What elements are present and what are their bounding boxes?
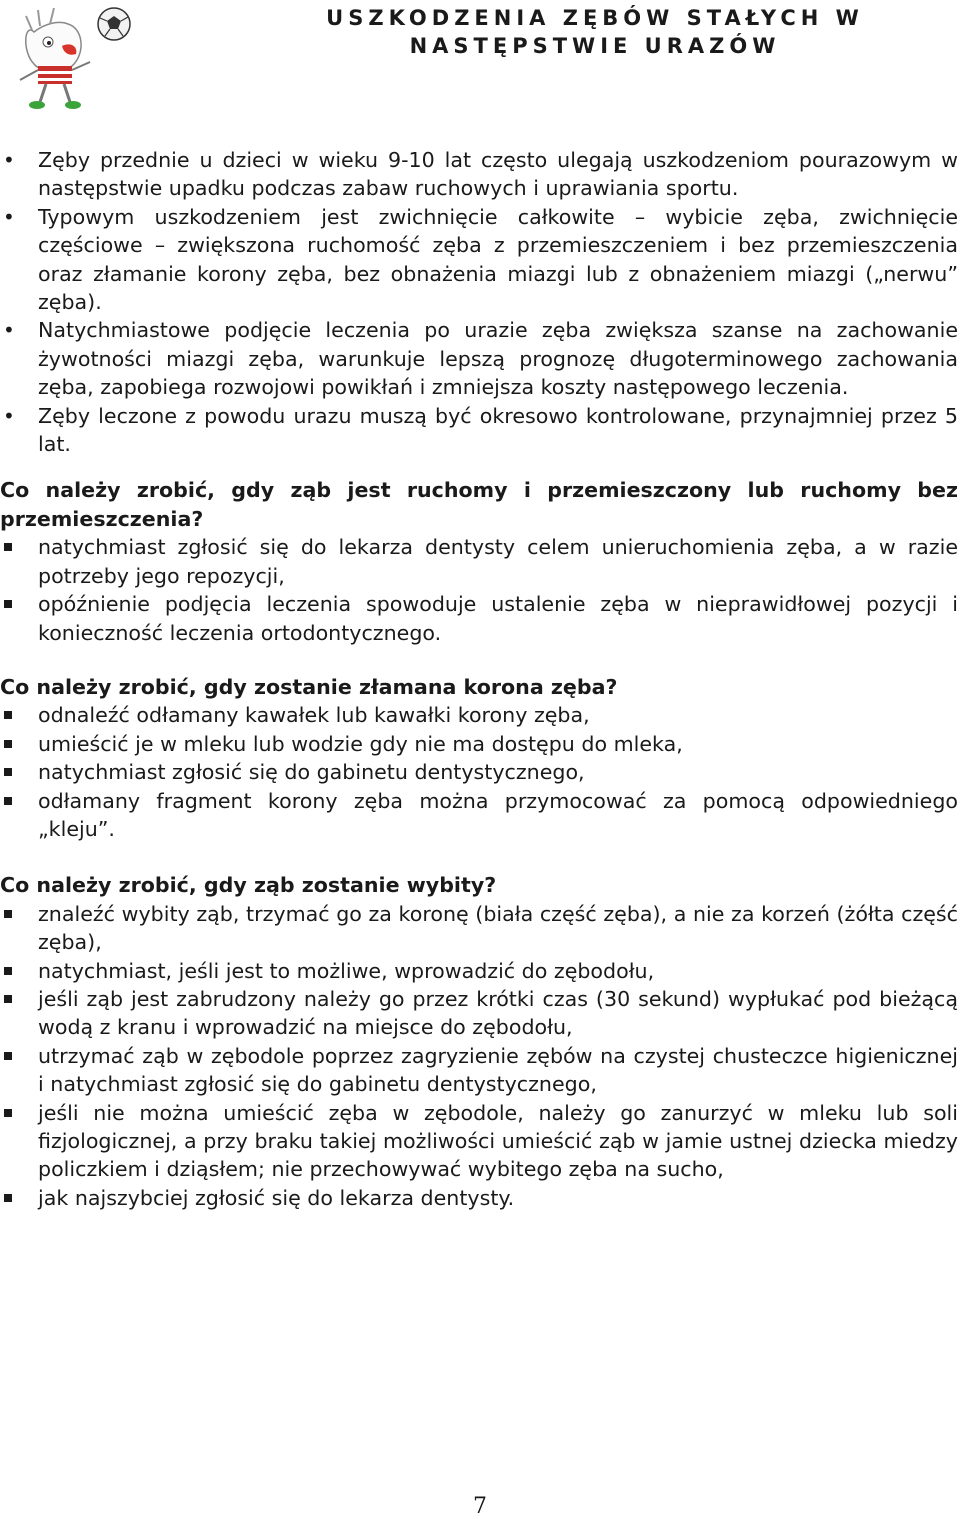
square-bullet-icon <box>4 1109 12 1117</box>
bullet-dot-icon: • <box>3 204 15 229</box>
cartoon-tooth-with-ball-icon <box>4 2 136 114</box>
list-item <box>0 402 958 459</box>
square-bullet-icon <box>4 995 12 1003</box>
square-bullet-icon <box>4 711 12 719</box>
list-item-text: Typowym uszkodzeniem jest zwichnięcie całkowite – wybicie zęba, zwichnięcie częściowe – zwiększona ruchomość zęba z przemieszczeniem i bez przemieszczenia oraz złamanie korony zęba, bez obnażenia miazgi lub z obnażeniem miazgi („nerwu” zęba). <box>38 204 958 315</box>
list-item <box>0 1184 958 1212</box>
list-item <box>0 787 958 844</box>
list-item-text: znaleźć wybity ząb, trzymać go za koronę (biała część zęba), a nie za korzeń (żółta część zęba), <box>38 901 958 955</box>
square-bullet-icon <box>4 768 12 776</box>
square-bullet-icon <box>4 797 12 805</box>
section-list-knocked-out-tooth <box>0 900 958 1212</box>
list-item <box>0 758 958 786</box>
list-item-text: jak najszybciej zgłosić się do lekarza dentysty. <box>38 1185 515 1210</box>
page-title-line-2: NASTĘPSTWIE URAZÓW <box>409 34 781 58</box>
bullet-dot-icon: • <box>3 318 15 343</box>
list-item-text: odłamany fragment korony zęba można przymocować za pomocą odpowiedniego „kleju”. <box>38 788 958 841</box>
list-item <box>0 533 958 590</box>
list-item <box>0 590 958 647</box>
bullet-dot-icon: • <box>3 403 15 428</box>
list-item <box>0 985 958 1042</box>
list-item-text: Zęby leczone z powodu urazu muszą być okresowo kontrolowane, przynajmniej przez 5 lat. <box>38 403 958 457</box>
list-item <box>0 900 958 957</box>
list-item-text: jeśli ząb jest zabrudzony należy go przez krótki czas (30 sekund) wypłukać pod bieżącą wodą z kranu i wprowadzić na miejsce do zębodołu, <box>38 986 958 1040</box>
bullet-dot-icon: • <box>3 148 15 172</box>
list-item-text: natychmiast zgłosić się do lekarza dentysty celem unieruchomienia zęba, a w razie potrzeby jego repozycji, <box>38 535 958 588</box>
page-title-line-1: USZKODZENIA ZĘBÓW STAŁYCH W <box>326 6 864 30</box>
list-item <box>0 1042 958 1099</box>
square-bullet-icon <box>4 967 12 975</box>
intro-bullet-list <box>0 146 958 458</box>
list-item-text: odnaleźć odłamany kawałek lub kawałki korony zęba, <box>38 703 590 728</box>
square-bullet-icon <box>4 1194 12 1202</box>
list-item-text: natychmiast, jeśli jest to możliwe, wprowadzić do zębodołu, <box>38 958 655 983</box>
page-title <box>250 4 940 60</box>
square-bullet-icon <box>4 543 12 551</box>
document-body <box>0 146 958 1212</box>
page-number: 7 <box>473 1494 487 1519</box>
list-item <box>0 146 958 203</box>
list-item-text: opóźnienie podjęcia leczenia spowoduje ustalenie zęba w nieprawidłowej pozycji i konieczność leczenia ortodontycznego. <box>38 592 958 645</box>
list-item-text: jeśli nie można umieścić zęba w zębodole, należy go zanurzyć w mleku lub soli fizjologicznej, a przy braku takiej możliwości umieścić ząb w jamie ustnej dziecka miedzy policzkiem i dziąsłem; nie przechowywać wybitego zęba na sucho, <box>38 1100 958 1182</box>
list-item-text: Zęby przednie u dzieci w wieku 9-10 lat często ulegają uszkodzeniom pourazowym w następstwie upadku podczas zabaw ruchowych i uprawiania sportu. <box>38 148 958 201</box>
list-item <box>0 316 958 401</box>
square-bullet-icon <box>4 910 12 918</box>
list-item-text: utrzymać ząb w zębodole poprzez zagryzienie zębów na czystej chusteczce higienicznej i natychmiast zgłosić się do gabinetu dentystycznego, <box>38 1043 958 1097</box>
list-item <box>0 701 958 729</box>
list-item <box>0 1099 958 1184</box>
list-item <box>0 203 958 317</box>
section-heading-knocked-out-tooth: Co należy zrobić, gdy ząb zostanie wybity? <box>0 873 497 898</box>
list-item <box>0 957 958 985</box>
list-item <box>0 730 958 758</box>
square-bullet-icon <box>4 1052 12 1060</box>
list-item-text: umieścić je w mleku lub wodzie gdy nie ma dostępu do mleka, <box>38 731 683 756</box>
section-heading-broken-crown: Co należy zrobić, gdy zostanie złamana korona zęba? <box>0 674 618 699</box>
section-heading-loose-tooth: Co należy zrobić, gdy ząb jest ruchomy i przemieszczony lub ruchomy bez przemieszczenia? <box>0 478 958 531</box>
square-bullet-icon <box>4 740 12 748</box>
square-bullet-icon <box>4 600 12 608</box>
list-item-text: Natychmiastowe podjęcie leczenia po urazie zęba zwiększa szanse na zachowanie żywotności miazgi zęba, warunkuje lepszą prognozę długoterminowego zachowania zęba, zapobiega rozwojowi powikłań i zmniejsza koszty następowego leczenia. <box>38 318 958 400</box>
section-list-broken-crown <box>0 701 958 843</box>
list-item-text: natychmiast zgłosić się do gabinetu dentystycznego, <box>38 760 585 785</box>
section-list-loose-tooth <box>0 533 958 647</box>
